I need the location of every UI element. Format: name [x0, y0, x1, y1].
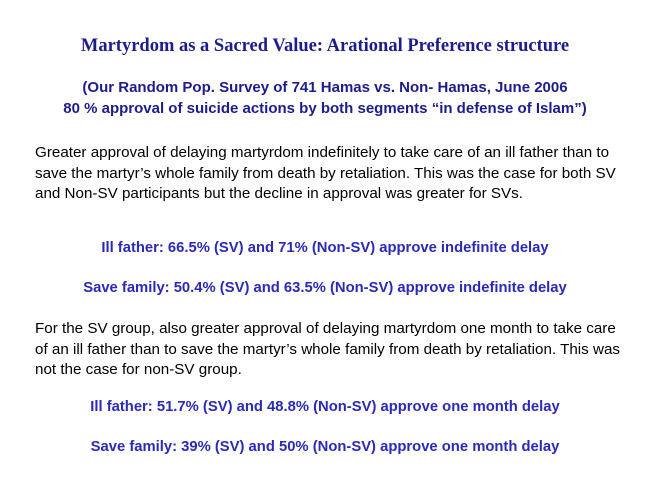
stat-ill-father-one-month: Ill father: 51.7% (SV) and 48.8% (Non-SV) approve one month delay: [90, 399, 560, 415]
paragraph-one-month-delay: For the SV group, also greater approval of delaying martyrdom one month to take care of an ill father than to save the martyr’s whole family from death by retaliation. This was not the case for non-SV group.: [35, 320, 620, 378]
subtitle-line-2: 80 % approval of suicide actions by both segments “in defense of Islam”): [63, 100, 587, 117]
stat-save-family-indefinite: Save family: 50.4% (SV) and 63.5% (Non-SV) approve indefinite delay: [83, 280, 567, 296]
subtitle-line-1: (Our Random Pop. Survey of 741 Hamas vs. Non- Hamas, June 2006: [82, 79, 568, 96]
stat-save-family-one-month: Save family: 39% (SV) and 50% (Non-SV) approve one month delay: [90, 439, 560, 455]
slide-title: Martyrdom as a Sacred Value: Arational Preference structure: [80, 36, 570, 56]
stat-ill-father-indefinite: Ill father: 66.5% (SV) and 71% (Non-SV) approve indefinite delay: [101, 240, 549, 256]
paragraph-indefinite-delay: Greater approval of delaying martyrdom indefinitely to take care of an ill father than to save the martyr’s whole family from death by retaliation. This was the case for both SV and Non-SV participants but the decline in approval was greater for SVs.: [35, 144, 616, 202]
